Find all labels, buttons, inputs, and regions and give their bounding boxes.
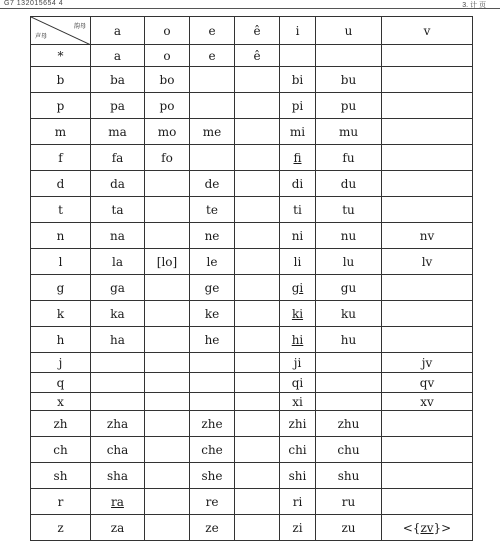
syllable-cell: mu [316,119,382,145]
syllable-cell [145,353,190,373]
syllable-cell [190,145,235,171]
final-header: u [316,17,382,45]
finals-header-row [31,17,473,45]
table-row [31,411,473,437]
syllable-cell [145,301,190,327]
syllable-cell [382,197,473,223]
syllable-cell [145,393,190,411]
final-header: a [91,17,145,45]
table-row [31,67,473,93]
syllable-cell: me [190,119,235,145]
syllable-cell [190,393,235,411]
syllable-cell: nu [316,223,382,249]
syllable-cell: ta [91,197,145,223]
table-row [31,171,473,197]
syllable-cell [316,353,382,373]
syllable-cell: fa [91,145,145,171]
syllable-cell: he [190,327,235,353]
final-header: e [190,17,235,45]
syllable-cell [235,93,280,119]
syllable-cell [316,393,382,411]
syllable-cell: ga [91,275,145,301]
underlined-syllable: hi [291,332,304,347]
syllable-cell [235,223,280,249]
syllable-cell: na [91,223,145,249]
initial-cell: sh [31,463,91,489]
syllable-cell [235,393,280,411]
syllable-cell [145,327,190,353]
syllable-cell [235,353,280,373]
initial-cell: q [31,373,91,393]
syllable-cell [145,171,190,197]
table-row [31,437,473,463]
syllable-cell [145,411,190,437]
initial-cell: ch [31,437,91,463]
syllable-cell [91,353,145,373]
syllable-cell [280,45,316,67]
syllable-cell: ri [280,489,316,515]
syllable-cell [145,463,190,489]
initial-cell: j [31,353,91,373]
syllable-cell [235,171,280,197]
syllable-cell: sha [91,463,145,489]
syllable-cell [235,373,280,393]
syllable-cell: bo [145,67,190,93]
syllable-cell [382,67,473,93]
syllable-cell [235,463,280,489]
syllable-cell: [lo] [145,249,190,275]
syllable-cell [145,437,190,463]
table-row [31,463,473,489]
syllable-cell [145,373,190,393]
syllable-cell: shi [280,463,316,489]
initial-cell: * [31,45,91,67]
underlined-syllable: ra [111,494,124,509]
syllable-cell: pi [280,93,316,119]
initial-cell: zh [31,411,91,437]
syllable-cell: la [91,249,145,275]
syllable-cell [145,275,190,301]
table-row [31,327,473,353]
table-row [31,145,473,171]
underlined-syllable: gi [291,280,304,295]
syllable-cell: qv [382,373,473,393]
syllable-cell: mo [145,119,190,145]
syllable-cell: ne [190,223,235,249]
syllable-cell [235,411,280,437]
syllable-cell: fu [316,145,382,171]
syllable-cell: tu [316,197,382,223]
table-row [31,301,473,327]
syllable-cell: o [145,45,190,67]
initial-cell: n [31,223,91,249]
final-header: v [382,17,473,45]
syllable-cell: fo [145,145,190,171]
syllable-cell [382,275,473,301]
syllable-cell: zhu [316,411,382,437]
syllable-cell: lv [382,249,473,275]
syllable-cell [235,197,280,223]
syllable-cell: zhe [190,411,235,437]
syllable-cell [382,145,473,171]
syllable-cell: po [145,93,190,119]
syllable-cell: ke [190,301,235,327]
syllable-cell: gu [316,275,382,301]
table-row [31,393,473,411]
syllable-cell: di [280,171,316,197]
table-row [31,353,473,373]
syllable-cell: mi [280,119,316,145]
syllable-cell [382,327,473,353]
syllable-cell [235,119,280,145]
syllable-cell [145,197,190,223]
syllable-cell [190,353,235,373]
initial-cell: b [31,67,91,93]
syllable-cell: de [190,171,235,197]
initial-cell: g [31,275,91,301]
header-left-text: G7 132015654 4 [4,0,64,7]
syllable-cell [145,223,190,249]
syllable-cell: cha [91,437,145,463]
syllable-cell [91,393,145,411]
table-row [31,249,473,275]
syllable-cell [316,45,382,67]
syllable-cell: ni [280,223,316,249]
syllable-cell: pu [316,93,382,119]
syllable-cell [280,327,316,353]
syllable-cell: ê [235,45,280,67]
table-row [31,373,473,393]
syllable-cell: chu [316,437,382,463]
initial-cell: z [31,515,91,541]
header-right-text: 3. 计 页 [462,2,486,9]
syllable-cell: chi [280,437,316,463]
syllable-cell: zu [316,515,382,541]
syllable-cell: du [316,171,382,197]
syllable-cell: pa [91,93,145,119]
syllable-cell: da [91,171,145,197]
corner-initial-label: 声母 [35,33,48,40]
syllable-cell [91,373,145,393]
syllable-cell [382,463,473,489]
table-row [31,223,473,249]
syllable-cell: ka [91,301,145,327]
syllable-cell: bi [280,67,316,93]
initial-cell: t [31,197,91,223]
syllable-cell [235,301,280,327]
table-row [31,119,473,145]
syllable-cell [382,515,473,541]
syllable-cell [235,327,280,353]
syllable-cell: ku [316,301,382,327]
syllable-cell [280,301,316,327]
syllable-cell: a [91,45,145,67]
syllable-cell: ti [280,197,316,223]
syllable-cell [382,437,473,463]
final-header: ê [235,17,280,45]
syllable-cell [382,411,473,437]
syllable-cell: li [280,249,316,275]
syllable-cell [280,275,316,301]
syllable-cell [235,437,280,463]
final-header: i [280,17,316,45]
syllable-cell: she [190,463,235,489]
syllable-cell: zi [280,515,316,541]
initial-cell: m [31,119,91,145]
syllable-cell [190,373,235,393]
syllable-cell [235,515,280,541]
syllable-cell: ma [91,119,145,145]
syllable-cell [190,93,235,119]
initial-cell: r [31,489,91,515]
table-body [31,45,473,541]
initial-cell: d [31,171,91,197]
syllable-cell: bu [316,67,382,93]
syllable-cell: te [190,197,235,223]
syllable-cell: ji [280,353,316,373]
syllable-cell [190,67,235,93]
syllable-cell: e [190,45,235,67]
syllable-cell: ge [190,275,235,301]
syllable-cell [382,301,473,327]
syllable-cell: che [190,437,235,463]
corner-final-label: 韵母 [73,23,86,30]
syllable-cell [235,249,280,275]
syllable-cell [91,489,145,515]
corner-header-cell [31,17,91,45]
syllable-cell [235,145,280,171]
syllable-cell [235,67,280,93]
syllable-cell: ru [316,489,382,515]
underlined-syllable: fi [293,150,302,165]
syllable-cell: le [190,249,235,275]
syllable-cell [382,489,473,515]
final-header: o [145,17,190,45]
syllable-cell: qi [280,373,316,393]
syllable-cell: zhi [280,411,316,437]
initial-cell: l [31,249,91,275]
pinyin-syllable-table [30,16,473,541]
syllable-cell [382,93,473,119]
syllable-cell [382,45,473,67]
syllable-cell: xi [280,393,316,411]
syllable-cell: jv [382,353,473,373]
table-row [31,489,473,515]
table-row [31,197,473,223]
syllable-cell: ha [91,327,145,353]
syllable-cell: lu [316,249,382,275]
syllable-cell [235,489,280,515]
initial-cell: k [31,301,91,327]
initial-cell: p [31,93,91,119]
table-row [31,515,473,541]
syllable-cell: ze [190,515,235,541]
initial-cell: f [31,145,91,171]
syllable-cell: ba [91,67,145,93]
syllable-cell: hu [316,327,382,353]
syllable-cell: xv [382,393,473,411]
syllable-cell [145,489,190,515]
initial-cell: h [31,327,91,353]
syllable-cell [280,145,316,171]
syllable-cell [145,515,190,541]
table-row [31,45,473,67]
syllable-cell: re [190,489,235,515]
header-rule [0,8,500,9]
syllable-cell [235,275,280,301]
syllable-cell [382,119,473,145]
table-row [31,275,473,301]
initial-cell: x [31,393,91,411]
syllable-cell [382,171,473,197]
syllable-cell: nv [382,223,473,249]
syllable-cell: zha [91,411,145,437]
underlined-syllable: ki [291,306,304,321]
table-row [31,93,473,119]
syllable-cell [316,373,382,393]
bracket-syllable: <{zv}> [402,520,452,535]
syllable-cell: shu [316,463,382,489]
syllable-cell: za [91,515,145,541]
